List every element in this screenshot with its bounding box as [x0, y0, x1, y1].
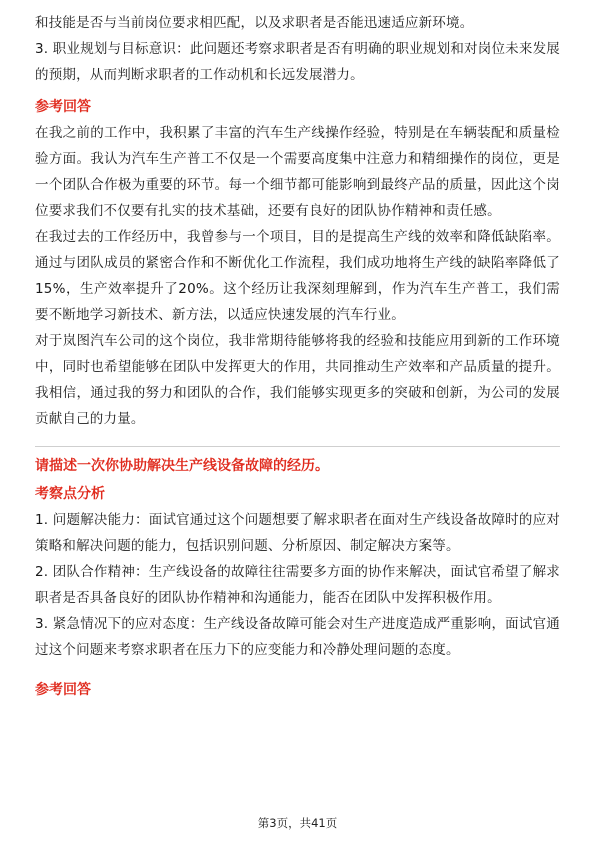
reference-answer-heading-2: 参考回答 — [35, 682, 91, 698]
analysis-point-1: 1. 问题解决能力：面试官通过这个问题想要了解求职者在面对生产线设备故障时的应对策略和解决问题的能力，包括识别问题、分析原因、制定解决方案等。 — [35, 512, 560, 554]
answer-paragraph-1: 在我之前的工作中，我积累了丰富的汽车生产线操作经验，特别是在车辆装配和质量检验方面。我认为汽车生产普工不仅是一个需要高度集中注意力和精细操作的岗位，更是一个团队合作极为重要的环节。每一个细节都可能影响到最终产品的质量，因此这个岗位要求我们不仅要有扎实的技术基础，还要有良好的团队协作精神和责任感。 — [35, 125, 560, 219]
continuation-text: 和技能是否与当前岗位要求相匹配，以及求职者是否能迅速适应新环境。 — [35, 15, 474, 31]
page-number: 第3页，共41页 — [257, 816, 338, 830]
answer-paragraph-2: 在我过去的工作经历中，我曾参与一个项目，目的是提高生产线的效率和降低缺陷率。通过与团队成员的紧密合作和不断优化工作流程，我们成功地将生产线的缺陷率降低了15%，生产效率提升了20%。这个经历让我深刻理解到，作为汽车生产普工，我们需要不断地学习新技术、新方法，以适应快速发展的汽车行业。 — [35, 229, 560, 323]
question-title: 请描述一次你协助解决生产线设备故障的经历。 — [35, 458, 329, 474]
analysis-point-3b: 3. 紧急情况下的应对态度：生产线设备故障可能会对生产进度造成严重影响，面试官通过这个问题来考察求职者在压力下的应变能力和冷静处理问题的态度。 — [35, 616, 560, 658]
section-divider — [35, 446, 560, 447]
reference-answer-heading: 参考回答 — [35, 99, 91, 115]
answer-paragraph-3: 对于岚图汽车公司的这个岗位，我非常期待能够将我的经验和技能应用到新的工作环境中，同时也希望能够在团队中发挥更大的作用，共同推动生产效率和产品质量的提升。我相信，通过我的努力和团队的合作，我们能够实现更多的突破和创新，为公司的发展贡献自己的力量。 — [35, 333, 560, 427]
analysis-heading: 考察点分析 — [35, 486, 105, 502]
document-page — [35, 0, 560, 701]
analysis-point-3: 3. 职业规划与目标意识：此问题还考察求职者是否有明确的职业规划和对岗位未来发展的预期，从而判断求职者的工作动机和长远发展潜力。 — [35, 41, 560, 83]
analysis-point-2: 2. 团队合作精神：生产线设备的故障往往需要多方面的协作来解决，面试官希望了解求职者是否具备良好的团队协作精神和沟通能力，能否在团队中发挥积极作用。 — [35, 564, 560, 606]
